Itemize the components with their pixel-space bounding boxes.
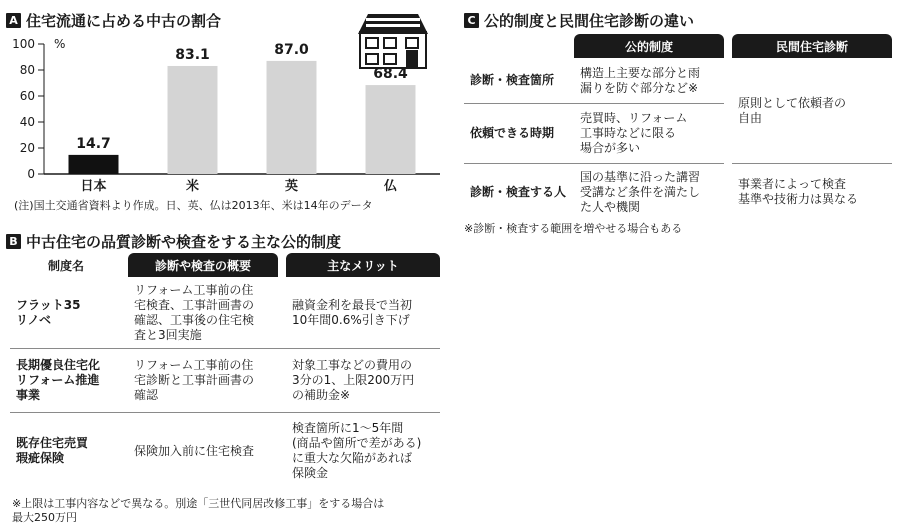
used-home-share-chart: [0, 32, 450, 200]
bar: [69, 155, 119, 174]
y-tick-label: 100: [12, 37, 35, 51]
x-tick-label: 仏: [383, 179, 398, 194]
section-b-footnote: ※上限は工事内容などで異なる。別途「三世代同居改修工事」をする場合は 最大250万円: [12, 497, 385, 524]
section-a-note: (注)国土交通省資料より作成。日、英、仏は2013年、米は14年のデータ: [14, 199, 373, 212]
section-a-badge: A: [6, 13, 21, 28]
section-b-table: [10, 253, 440, 489]
c-row-inspector: [464, 164, 892, 220]
bar: [366, 85, 416, 174]
y-unit-label: %: [54, 37, 66, 51]
b-row-merit: 融資金利を最長で当初 10年間0.6%引き下げ: [286, 277, 440, 349]
section-a-title: 住宅流通に占める中古の割合: [26, 12, 222, 30]
c-row-inspection-area: [464, 58, 892, 104]
section-c-table: [464, 34, 892, 220]
section-b-heading: [6, 231, 341, 252]
bar: [168, 66, 218, 174]
b-row-long-term: [10, 349, 440, 413]
b-header-system: 制度名: [47, 258, 84, 273]
c-private-inspector: 事業者によって検査 基準や技術力は異なる: [738, 177, 859, 206]
x-tick-label: 日本: [80, 179, 107, 194]
section-b-badge: B: [6, 234, 21, 249]
b-row-summary: 保険加入前に住宅検査: [134, 443, 255, 458]
y-tick-label: 40: [19, 115, 35, 129]
b-row-name: 既存住宅売買 瑕疵保険: [16, 436, 89, 465]
c-row-public: 構造上主要な部分と雨 漏りを防ぐ部分など※: [574, 58, 724, 104]
b-row-merit: 対象工事などの費用の 3分の1、上限200万円 の補助金※: [286, 349, 440, 413]
bar-value-label: 87.0: [274, 41, 309, 58]
c-header-public: 公的制度: [574, 34, 724, 58]
b-row-summary: リフォーム工事前の住 宅検査、工事計画書の 確認、工事後の住宅検 査と3回実施: [128, 277, 278, 349]
b-header-merit: 主なメリット: [286, 253, 440, 277]
y-tick-label: 60: [19, 89, 35, 103]
y-tick-label: 0: [27, 167, 35, 181]
bar-value-label: 68.4: [373, 66, 408, 83]
x-tick-label: 米: [185, 179, 200, 194]
c-row-public: 売買時、リフォーム 工事時などに限る 場合が多い: [574, 104, 724, 164]
b-row-name: 長期優良住宅化 リフォーム推進 事業: [10, 349, 122, 413]
c-private-timing: 原則として依頼者の 自由: [732, 58, 892, 164]
section-c-badge: C: [464, 13, 479, 28]
section-c-title: 公的制度と民間住宅診断の違い: [484, 12, 695, 30]
y-tick-label: 80: [19, 63, 35, 77]
y-tick-label: 20: [19, 141, 35, 155]
b-row-name: フラット35 リノベ: [10, 277, 122, 349]
c-header-private: 民間住宅診断: [732, 34, 892, 58]
bar-value-label: 83.1: [175, 46, 210, 63]
b-row-summary: リフォーム工事前の住 宅診断と工事計画書の 確認: [128, 349, 278, 413]
c-row-public: 国の基準に沿った講習 受講など条件を満たし た人や機関: [580, 169, 701, 214]
b-row-merit: 検査箇所に1～5年間 (商品や箇所で差がある) に重大な欠陥があれば 保険金: [292, 421, 422, 480]
c-row-name: 依頼できる時期: [464, 104, 574, 164]
bar-value-label: 14.7: [76, 135, 111, 152]
b-row-insurance: [10, 413, 440, 489]
section-b-title: 中古住宅の品質診断や検査をする主な公的制度: [26, 233, 342, 251]
section-c-footnote: ※診断・検査する範囲を増やせる場合もある: [464, 222, 683, 235]
bar: [267, 61, 317, 174]
section-a-heading: [6, 10, 221, 31]
c-row-name: 診断・検査する人: [470, 184, 567, 199]
section-c-heading: [464, 10, 694, 31]
b-row-flat35: [10, 277, 440, 349]
x-tick-label: 英: [284, 179, 299, 194]
c-row-name: 診断・検査箇所: [464, 58, 574, 104]
b-header-summary: 診断や検査の概要: [128, 253, 278, 277]
